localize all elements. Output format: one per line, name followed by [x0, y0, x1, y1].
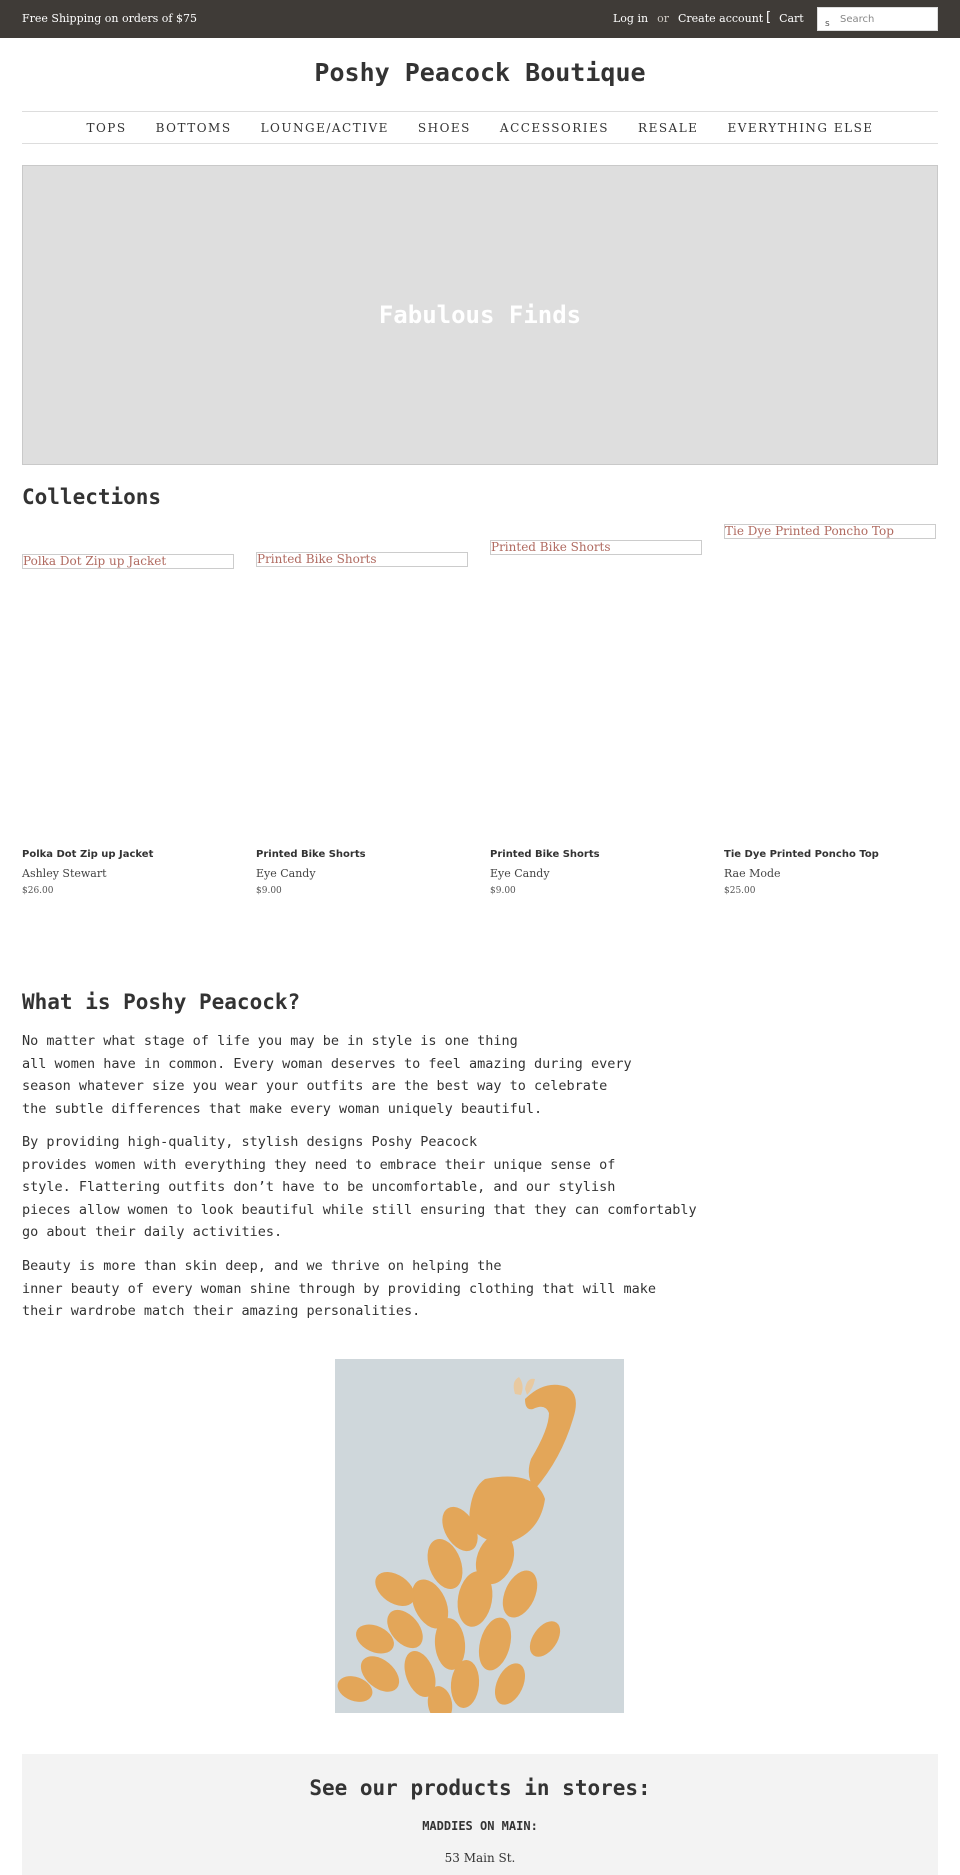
about-line: the subtle differences that make every woman uniquely beautiful. — [22, 1100, 543, 1117]
nav-item-tops[interactable]: TOPS — [86, 120, 127, 135]
about-line: their wardrobe match their amazing personalities. — [22, 1303, 421, 1319]
store-address: 53 Main St. — [444, 1851, 516, 1865]
about-line: inner beauty of every woman shine through by providing clothing that will make — [22, 1280, 656, 1297]
about-line: provides women with everything they need to embrace their unique sense of — [22, 1156, 616, 1173]
store-name: MADDIES ON MAIN: — [422, 1819, 538, 1833]
cart-link[interactable] — [766, 12, 804, 25]
nav-item-resale[interactable]: RESALE — [638, 120, 699, 135]
main-navigation — [22, 111, 938, 144]
about-line: No matter what stage of life you may be in style is one thing — [22, 1033, 518, 1049]
free-shipping-text: Free Shipping on orders of $75 — [22, 12, 197, 25]
about-paragraph — [22, 1255, 722, 1323]
nav-item-shoes[interactable]: SHOES — [417, 120, 471, 135]
nav-item-everything-else[interactable]: EVERYTHING ELSE — [727, 120, 874, 135]
product-vendor: Ashley Stewart — [22, 867, 107, 880]
about-line: By providing high-quality, stylish designs Poshy Peacock — [22, 1134, 478, 1150]
product-name[interactable]: Printed Bike Shorts — [490, 849, 600, 860]
about-paragraph — [22, 1131, 722, 1244]
product-name[interactable]: Polka Dot Zip up Jacket — [22, 849, 154, 860]
cart-label: Cart — [779, 12, 804, 25]
product-vendor: Eye Candy — [256, 867, 316, 880]
announcement-bar — [0, 0, 960, 38]
search-box — [817, 7, 938, 31]
site-logo[interactable]: Poshy Peacock Boutique — [314, 58, 646, 87]
product-price: $26.00 — [22, 886, 54, 896]
about-line: pieces allow women to look beautiful while still ensuring that they can comfortably — [22, 1201, 697, 1218]
about-line: go about their daily activities. — [22, 1224, 283, 1240]
about-line: style. Flattering outfits don’t have to be uncomfortable, and our stylish — [22, 1179, 616, 1195]
product-price: $25.00 — [724, 886, 756, 896]
login-link[interactable]: Log in — [613, 12, 649, 25]
product-price: $9.00 — [490, 886, 516, 896]
product-price: $9.00 — [256, 886, 282, 896]
hero-banner[interactable] — [22, 165, 938, 465]
product-image: Printed Bike Shorts — [256, 552, 468, 567]
or-separator: or — [657, 12, 669, 25]
nav-item-lounge-active[interactable]: LOUNGE/ACTIVE — [260, 120, 389, 135]
cart-icon: [ — [766, 10, 772, 25]
about-line: all women have in common. Every woman deserves to feel amazing during every — [22, 1055, 632, 1072]
product-name[interactable]: Printed Bike Shorts — [256, 849, 366, 860]
search-input[interactable] — [840, 12, 934, 27]
peacock-illustration — [335, 1359, 624, 1713]
about-title: What is Poshy Peacock? — [22, 990, 301, 1014]
stores-title: See our products in stores: — [309, 1776, 651, 1800]
stores-section — [22, 1754, 938, 1875]
product-vendor: Rae Mode — [724, 867, 781, 880]
product-image: Tie Dye Printed Poncho Top — [724, 524, 936, 539]
search-icon[interactable]: s — [825, 19, 830, 29]
product-image: Polka Dot Zip up Jacket — [22, 554, 234, 569]
collections-title: Collections — [22, 485, 162, 509]
product-image: Printed Bike Shorts — [490, 540, 702, 555]
create-account-link[interactable]: Create account — [677, 12, 764, 25]
about-line: season whatever size you wear your outfits are the best way to celebrate — [22, 1078, 608, 1094]
peacock-image — [335, 1359, 624, 1713]
product-name[interactable]: Tie Dye Printed Poncho Top — [724, 849, 879, 860]
about-line: Beauty is more than skin deep, and we thrive on helping the — [22, 1258, 502, 1274]
hero-title: Fabulous Finds — [378, 301, 582, 329]
product-vendor: Eye Candy — [490, 867, 550, 880]
account-links — [613, 12, 763, 25]
nav-item-accessories[interactable]: ACCESSORIES — [499, 120, 610, 135]
nav-item-bottoms[interactable]: BOTTOMS — [155, 120, 232, 135]
about-paragraph — [22, 1030, 722, 1120]
